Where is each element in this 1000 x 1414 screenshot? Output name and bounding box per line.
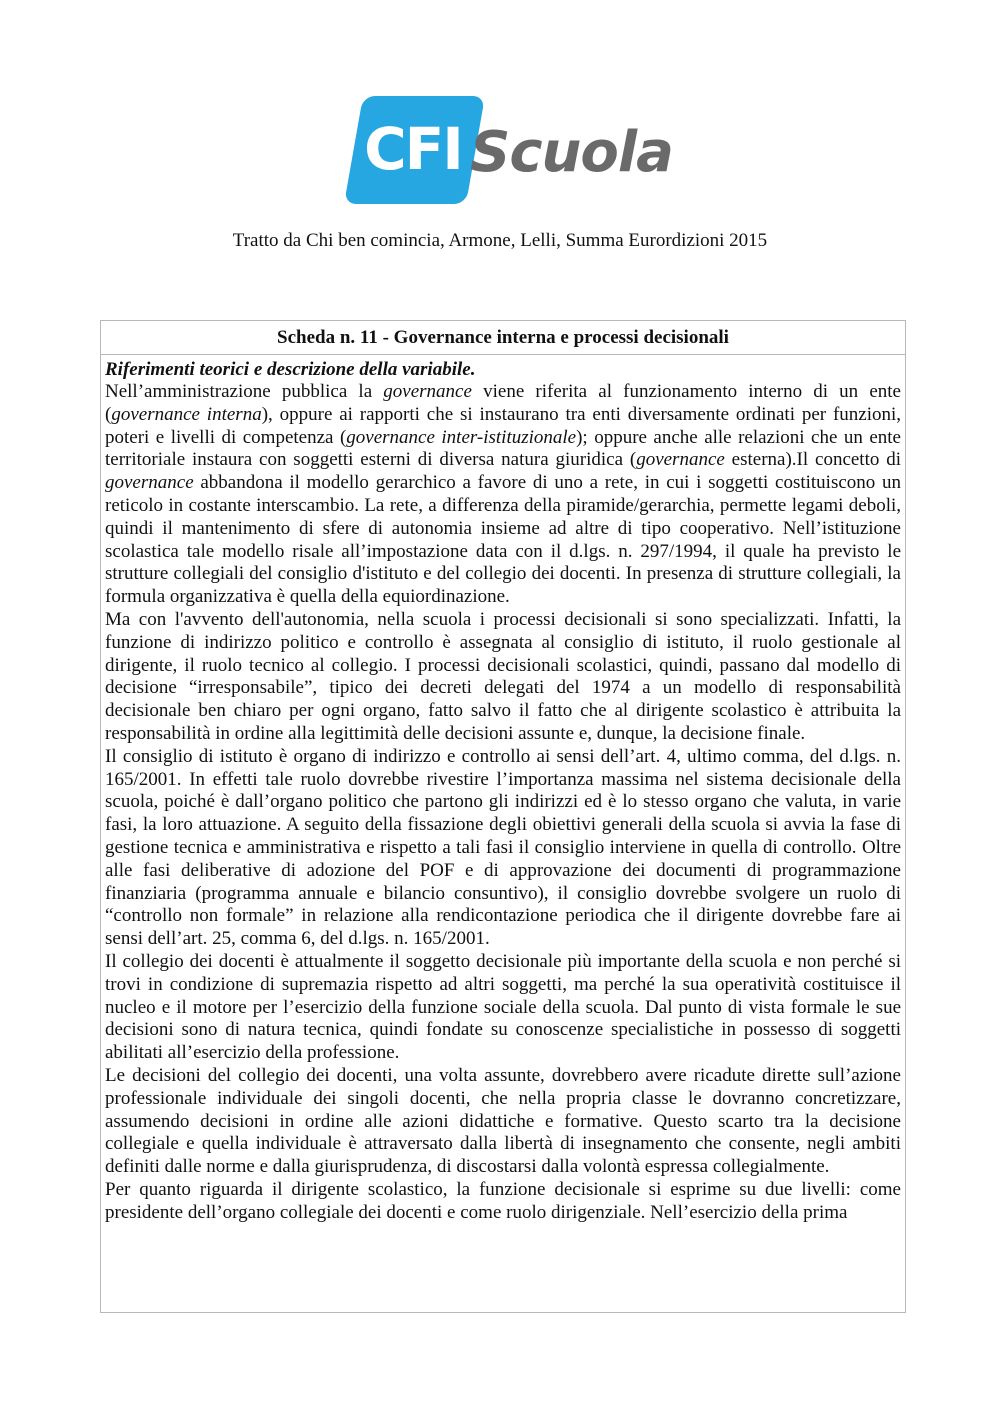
paragraph-autonomia: Ma con l'avvento dell'autonomia, nella scuola i processi decisionali si sono specializzati. Infatti, la funzione di indirizzo politico e controllo è assegnata al consiglio di istituto, il ruolo gestionale al dirigente, il ruolo tecnico al collegio. I processi decisionali scolastici, quindi, passano dal modello di decisione “irresponsabile”, tipico dei decreti delegati del 1974 a un modello di responsabilità decisionale ben chiaro per ogni organo, fatto salvo il fatto che al dirigente scolastico è attribuita la responsabilità in ordine alla legittimità delle decisioni assunte e, dunque, la decisione finale. [105, 608, 901, 744]
scheda-card [100, 320, 906, 1313]
italic-term: governance [105, 472, 194, 494]
italic-term: governance [636, 449, 725, 471]
italic-term: governance inter-istituzionale [346, 426, 577, 448]
text-run: Nell’amministrazione pubblica la [105, 381, 384, 402]
text-run: viene riferita al funzionamento interno di un ente ( [105, 381, 901, 425]
italic-term: governance [383, 381, 472, 402]
paragraph-decisioni: Le decisioni del collegio dei docenti, una volta assunte, dovrebbero avere ricadute dirette sull’azione professionale individuale dei singoli docenti, che nella propria classe le dovranno concretizzare, assumendo decisioni in ordine alle azioni didattiche e formative. Questo scarto tra la decisione collegiale e quella individuale è attraversato dalla libertà di insegnamento che consente, negli ambiti definiti dalle norme e dalla giurisprudenza, di discostarsi dalla volontà espressa collegialmente. [105, 1064, 901, 1178]
paragraph-dirigente: Per quanto riguarda il dirigente scolastico, la funzione decisionale si esprime su due livelli: come presidente dell’organo collegiale dei docenti e come ruolo dirigenziale. Nell’esercizio della prima [105, 1178, 901, 1223]
scheda-header: Scheda n. 11 - Governance interna e processi decisionali [101, 321, 905, 355]
logo-scuola-text: Scuola [470, 120, 673, 185]
paragraph-consiglio: Il consiglio di istituto è organo di indirizzo e controllo ai sensi dell’art. 4, ultimo comma, del d.lgs. n. 165/2001. In effetti tale ruolo dovrebbe rivestire l’importanza massima nel sistema decisionale della scuola, poiché è dall’organo politico che partono gli indirizzi ed è lo stesso organo che valuta, in varie fasi, la loro attuazione. A seguito della fissazione degli obiettivi generali della scuola si avvia la fase di gestione tecnica e amministrativa e rispetto a tali fasi il consiglio interviene in quella di controllo. Oltre alle fasi deliberative di adozione del POF e di approvazione dei documenti di programmazione finanziaria (programma annuale e bilancio consuntivo), il consiglio dovrebbe svolgere un ruolo di “controllo non formale” in relazione alla rendicontazione periodica che il dirigente dovrebbe fare ai sensi dell’art. 25, comma 6, del d.lgs. n. 165/2001. [105, 745, 901, 950]
paragraph-governance [105, 381, 901, 609]
italic-term: governance interna [111, 403, 262, 425]
text-run: esterna).Il concetto di [724, 449, 901, 471]
section-title: Riferimenti teorici e descrizione della variabile. [105, 359, 476, 380]
scheda-content [101, 355, 905, 1224]
text-run: abbandona il modello gerarchico a favore di uno a rete, in cui i soggetti costituiscono un reticolo in costante interscambio. La rete, a differenza della piramide/gerarchia, permette legami deboli, quindi il mantenimento di sfere di autonomia insieme ad altre di tipo cooperativo. Nell’istituzione scolastica tale modello risale all’impostazione data con il d.lgs. n. 297/1994, il quale ha previsto le strutture collegiali del consiglio d'istituto e del collegio dei docenti. In presenza di strutture collegiali, la formula organizzativa è quella della equiordinazione. [105, 472, 901, 608]
text-run: ), oppure ai rapporti che si instaurano tra enti diversamente ordinati per funzioni, poteri e livelli di competenza ( [105, 403, 902, 448]
paragraph-collegio: Il collegio dei docenti è attualmente il soggetto decisionale più importante della scuola e non perché si trovi in condizione di supremazia rispetto ad altri soggetti, ma perché la sua operatività costituisce il nucleo e il motore per l’esercizio della funzione sociale della scuola. Dal punto di vista formale le sue decisioni sono di natura tecnica, quindi fondate su conoscenze specialistiche in possesso di soggetti abilitati all’esercizio della professione. [105, 950, 901, 1064]
logo-cfi-text: CFI [364, 115, 462, 183]
cfi-scuola-logo [344, 96, 673, 206]
text-run: ); oppure anche alle relazioni che un ente territoriale instaura con soggetti esterni di diversa natura giuridica ( [105, 426, 901, 471]
source-note: Tratto da Chi ben comincia, Armone, Lelli, Summa Eurordizioni 2015 [232, 230, 768, 251]
